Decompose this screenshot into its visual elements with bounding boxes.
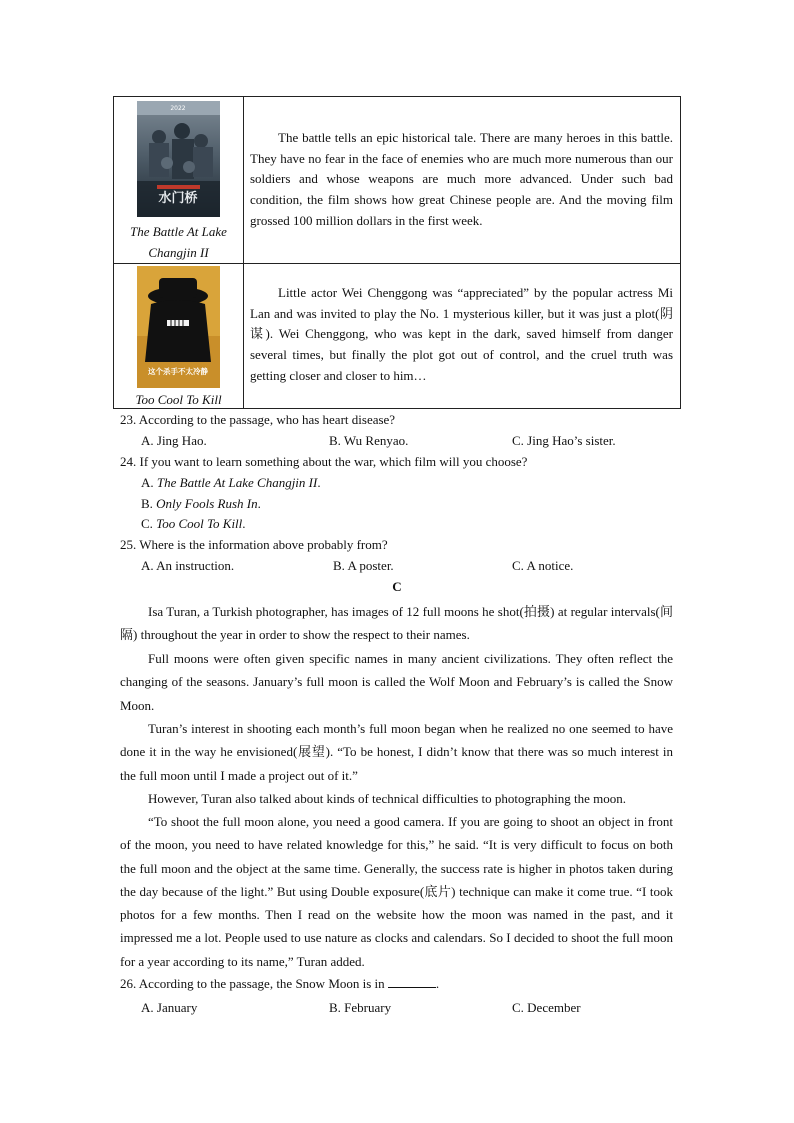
passage-paragraph: Full moons were often given specific names in many ancient civilizations. They often reflect the changing of the seasons. January’s full moon is called the Wolf Moon and February’s is called the Snow Moon.	[120, 651, 673, 713]
option-end: .	[317, 475, 321, 490]
comedy-film-poster-image	[137, 266, 220, 388]
passage-paragraph: “To shoot the full moon alone, you need a good camera. If you are going to shoot an object in front of the moon, you need to have related knowledge for this,” he said. “It is very difficult to focus on both the full moon and the object at the same time. Generally, the success rate is higher in photos taken during the day because of the light.” But using Double exposure(底片) technique can make it come true. “I took photos for a few months. Then I read on the website how the moon was named in the past, and it impressed me a lot. People used to use nature as clocks and calendars. So I decided to shoot the full moon for a year according to its name,” Turan added.	[120, 814, 673, 969]
option-end: .	[242, 516, 246, 531]
passage-paragraph: Isa Turan, a Turkish photographer, has images of 12 full moons he shot(拍摄) at regular intervals(间隔) throughout the year in order to show the respect to their names.	[120, 604, 673, 643]
poster-cell	[114, 97, 244, 263]
option-film-title: Too Cool To Kill	[156, 516, 243, 531]
question-end: .	[435, 976, 440, 991]
answer-option: B. February	[329, 1000, 392, 1015]
section-heading: C	[392, 579, 402, 594]
question-text: 26. According to the passage, the Snow Moon is in	[120, 976, 385, 991]
answer-option	[141, 476, 321, 491]
poster-cell	[114, 264, 244, 409]
film-description: Little actor Wei Chenggong was “appreciated” by the popular actress Mi Lan and was invited to play the No. 1 mysterious killer, but it was just a plot(阴谋). Wei Chenggong, who was kept in the dark, saved himself from danger several times, but finally the plot got out of control, and the cruel truth was getting closer and closer to him…	[250, 285, 673, 383]
option-film-title: Only Fools Rush In	[156, 496, 258, 511]
film-caption	[114, 221, 243, 263]
passage-paragraph: However, Turan also talked about kinds of technical difficulties to photographing the moon.	[148, 791, 626, 806]
answer-option: A. An instruction.	[141, 558, 235, 573]
question-stem	[120, 977, 439, 992]
option-letter: B.	[141, 496, 157, 511]
question-stem: 23. According to the passage, who has heart disease?	[120, 412, 396, 427]
option-film-title: The Battle At Lake Changjin II	[156, 475, 318, 490]
option-letter: A.	[141, 475, 157, 490]
answer-option: B. A poster.	[333, 558, 394, 573]
passage-paragraph: Turan’s interest in shooting each month’s full moon began when he realized no one seemed to have done it in the way he envisioned(展望). “To be honest, I didn’t know that there was so much interest in the full moon until I made a project out of it.”	[120, 721, 673, 783]
answer-option: B. Wu Renyao.	[329, 433, 409, 448]
answer-option: C. December	[512, 1000, 581, 1015]
question-stem: 24. If you want to learn something about the war, which film will you choose?	[120, 454, 528, 469]
answer-option: A. Jing Hao.	[141, 433, 207, 448]
caption-line: Changjin II	[148, 245, 209, 260]
answer-option: C. A notice.	[512, 558, 574, 573]
poster-title-text: 水门桥	[158, 191, 198, 206]
film-row-too-cool-to-kill	[114, 264, 680, 409]
film-info-table	[113, 96, 681, 409]
war-film-poster-image	[137, 101, 220, 217]
answer-blank	[388, 977, 436, 988]
film-description: The battle tells an epic historical tale. There are many heroes in this battle. They have no fear in the face of enemies who are much more numerous than our soldiers and whose weapons are much more advanced. Under such bad condition, the film shows how great Chinese people are. And the moving film grossed 100 million dollars in the first week.	[250, 130, 673, 228]
caption-line: The Battle At Lake	[130, 224, 227, 239]
poster-title-text: 这个杀手不太冷静	[148, 367, 208, 376]
answer-option	[141, 517, 246, 532]
answer-option	[141, 497, 261, 512]
film-caption: Too Cool To Kill	[135, 392, 222, 407]
option-end: .	[257, 496, 261, 511]
answer-option: A. January	[141, 1000, 198, 1015]
option-letter: C.	[141, 516, 157, 531]
film-row-lake-changjin	[114, 97, 680, 264]
svg-text:2022: 2022	[170, 105, 186, 112]
question-stem: 25. Where is the information above probably from?	[120, 537, 388, 552]
answer-option: C. Jing Hao’s sister.	[512, 433, 616, 448]
